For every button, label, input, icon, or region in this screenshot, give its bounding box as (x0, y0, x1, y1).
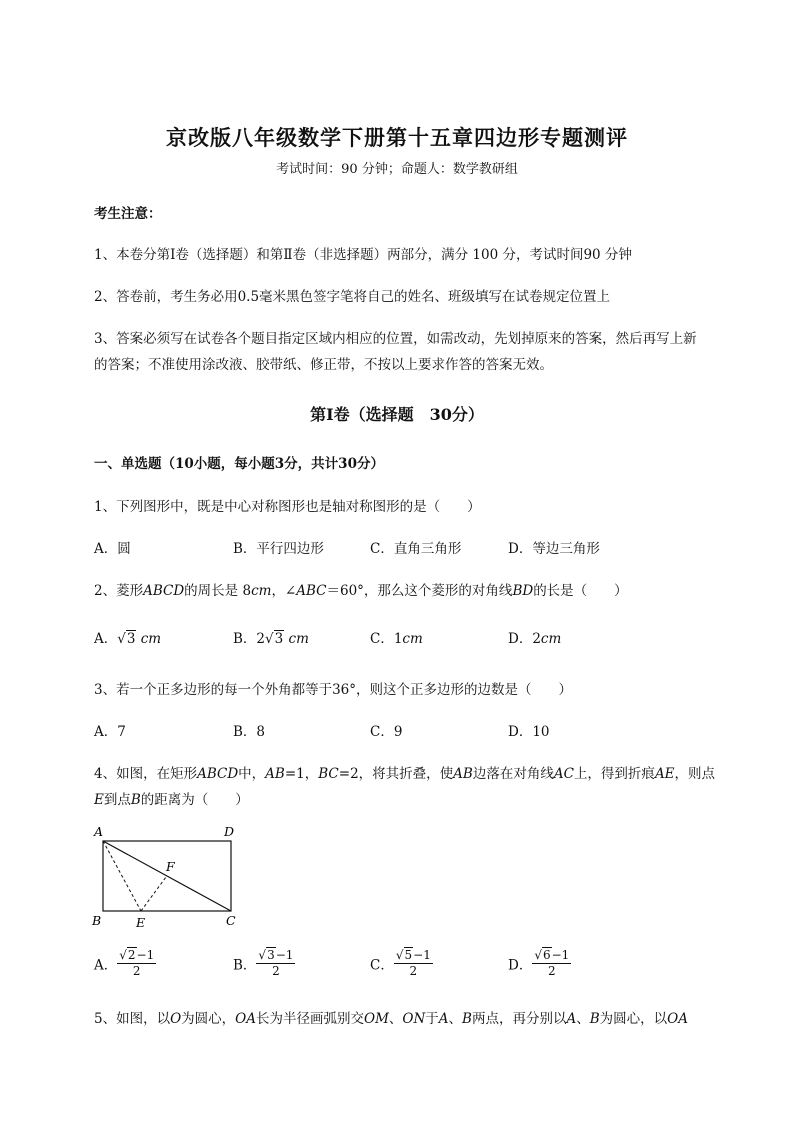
q4-option-a[interactable]: A． $\frac{√2-1}{2}$ (94, 948, 155, 978)
q1-option-b[interactable]: B．平行四边形 (233, 541, 324, 557)
question-3-stem: 3、若一个正多边形的每一个外角都等于36°，则这个正多边形的边数是（ ） (94, 682, 573, 698)
question-5-stem: 5、如图，以O为圆心，OA长为半径画弧别交OM、ON于A、B两点，再分别以A、B为圆心，以OA (94, 1011, 688, 1027)
q4-option-c[interactable]: C． $\frac{√5-1}{2}$ (370, 948, 431, 978)
q1-option-a[interactable]: A．圆 (94, 541, 131, 557)
label-d: D (224, 824, 235, 839)
section-title: 第Ⅰ卷（选择题 30分） (310, 405, 484, 424)
q2-option-a[interactable]: A．√3 cm (94, 631, 162, 647)
page-title: 京改版八年级数学下册第十五章四边形专题测评 (166, 125, 628, 150)
q2-option-d[interactable]: D．2cm (508, 631, 562, 647)
notice-item-3-cont: 的答案；不准使用涂改液、胶带纸、修正带，不按以上要求作答的答案无效。 (94, 357, 553, 373)
segment-ef (141, 877, 166, 911)
q1-option-c[interactable]: C．直角三角形 (370, 541, 462, 557)
q4-option-b[interactable]: B． $\frac{√3-1}{2}$ (233, 948, 294, 978)
question-2-stem: 2、菱形ABCD的周长是 8cm，∠ABC＝60°，那么这个菱形的对角线BD的长是（ ） (94, 583, 628, 599)
q3-option-d[interactable]: D．10 (508, 724, 550, 740)
notice-heading: 考生注意： (94, 206, 162, 222)
question-4-stem-line-2: E到点B的距离为（ ） (94, 792, 249, 808)
q3-option-c[interactable]: C．9 (370, 724, 403, 740)
exam-info: 考试时间：90 分钟；命题人：数学教研组 (276, 162, 518, 177)
q3-option-a[interactable]: A．7 (94, 724, 126, 740)
question-4-stem-line-1: 4、如图，在矩形ABCD中，AB=1，BC=2，将其折叠，使AB边落在对角线AC上，得到折痕AE，则点 (94, 766, 716, 782)
notice-item-3: 3、答案必须写在试卷各个题目指定区域内相应的位置，如需改动，先划掉原来的答案，然后再写上新 (94, 331, 697, 347)
notice-item-1: 1、本卷分第Ⅰ卷（选择题）和第Ⅱ卷（非选择题）两部分，满分 100 分，考试时间90 分钟 (94, 247, 632, 263)
label-c: C (226, 913, 236, 928)
notice-item-2: 2、答卷前，考生务必用0.5毫米黑色签字笔将自己的姓名、班级填写在试卷规定位置上 (94, 289, 611, 305)
label-e: E (136, 915, 146, 930)
question-1-stem: 1、下列图形中，既是中心对称图形也是轴对称图形的是（ ） (94, 499, 481, 515)
q2-option-b[interactable]: B．2√3 cm (233, 631, 309, 647)
label-b: B (92, 913, 102, 928)
label-a: A (94, 824, 104, 839)
part-heading: 一、单选题（10小题，每小题3分，共计30分） (94, 456, 384, 472)
q2-option-c[interactable]: C．1cm (370, 631, 423, 647)
label-f: F (166, 859, 175, 874)
q3-option-b[interactable]: B．8 (233, 724, 266, 740)
rectangle-fold-figure (86, 822, 246, 934)
q4-option-d[interactable]: D． $\frac{√6-1}{2}$ (508, 948, 570, 978)
q1-option-d[interactable]: D．等边三角形 (508, 541, 600, 557)
